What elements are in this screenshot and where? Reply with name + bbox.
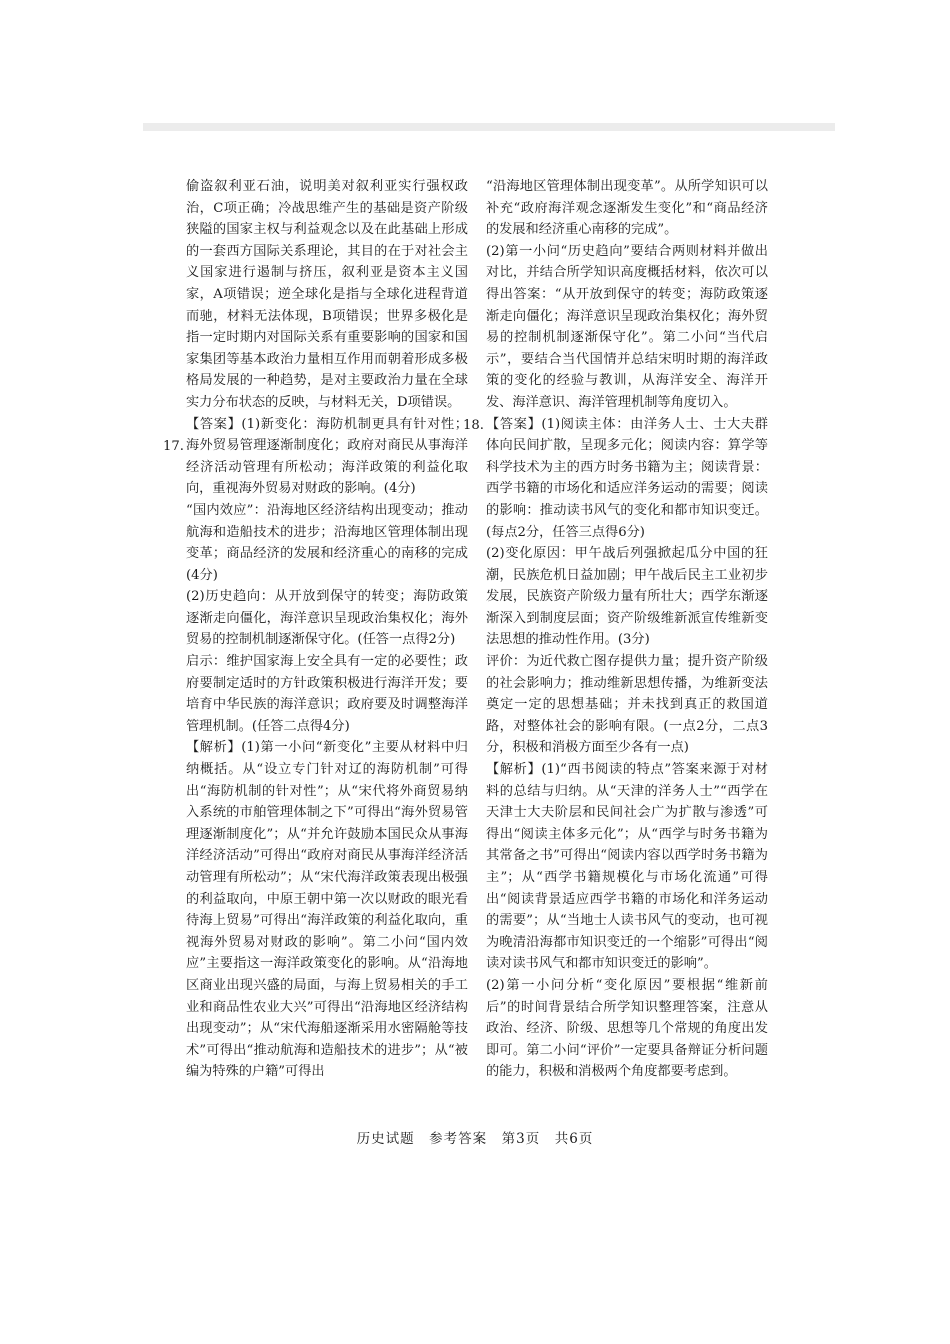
right-column (486, 176, 768, 1083)
page-footer: 历史试题 参考答案 第3页 共6页 (356, 1131, 594, 1147)
q18-answer-part1: 【答案】(1)阅读主体：由洋务人士、士大夫群体向民间扩散，呈现多元化；阅读内容：算学等科学技术为主的西方时务书籍为主；阅读背景：西学书籍的市场化和适应洋务运动的需要；阅读的影响：推动读书风气的变化和都市知识变迁。(每点2分，任答三点得6分) (486, 416, 768, 540)
q18-answer-reasons: (2)变化原因：甲午战后列强掀起瓜分中国的狂潮，民族危机日益加剧；甲午战后民主工业初步发展，民族资产阶级力量有所壮大；西学东渐逐渐深入到制度层面；资产阶级维新派宣传维新变法思想的推动性作用。(3分) (486, 546, 768, 648)
q18-analysis-part1: 【解析】(1)“西书阅读的特点”答案来源于对材料的总结与归纳。从“天津的洋务人士”“西学在天津士大夫阶层和民间社会广为扩散与渗透”可得出“阅读主体多元化”；从“西学与时务书籍为其常备之书”可得出“阅读内容以西学时务书籍为主”；从“西学书籍规模化与市场化流通”可得出“阅读背景适应西学书籍的市场化和洋务运动的需要”；从“当地士人读书风气的变动，也可视为晚清沿海都市知识变迁的一个缩影”可得出“阅读对读书风气和都市知识变迁的影响”。 (486, 762, 768, 972)
q17-analysis-part2: (2)第一小问“历史趋向”要结合两则材料并做出对比，并结合所学知识高度概括材料，依次可以得出答案：“从开放到保守的转变；海防政策逐渐走向僵化；海洋意识呈现政治集权化；海外贸易的控制机制逐渐保守化”。第二小问“当代启示”，要结合当代国情并总结宋明时期的海洋政策的变化的经验与教训，从海洋安全、海洋开发、海洋意识、海洋管理机制等角度切入。 (486, 243, 768, 410)
q17-answer-enlightenment: 启示：维护国家海上安全具有一定的必要性；政府要制定适时的方针政策积极进行海洋开发；要培育中华民族的海洋意识；政府要及时调整海洋管理机制。(任答二点得4分) (186, 654, 468, 734)
q18-analysis-part2: (2)第一小问分析“变化原因”要根据“维新前后”的时间背景结合所学知识整理答案，注意从政治、经济、阶级、思想等几个常规的角度出发即可。第二小问“评价”一定要具备辩证分析问题的能力，积极和消极两个角度都要考虑到。 (486, 977, 768, 1080)
continued-analysis-16: 偷盗叙利亚石油，说明美对叙利亚实行强权政治，C项正确；冷战思维产生的基础是资产阶级狭隘的国家主权与利益观念以及在此基础上形成的一套西方国际关系理论，其目的在于对社会主义国家进行遏制与挤压，叙利亚是资本主义国家，A项错误；逆全球化是指与全球化进程背道而驰，材料无法体现，B项错误；世界多极化是指一定时期内对国际关系有重要影响的国家和国家集团等基本政治力量相互作用而朝着形成多极格局发展的一种趋势，是对主要政治力量在全球实力分布状态的反映，与材料无关，D项错误。 (186, 179, 468, 410)
q18-answer-evaluation: 评价：为近代救亡图存提供力量；提升资产阶级的社会影响力；推动维新思想传播，为维新变法奠定一定的思想基础；并未找到真正的救国道路，对整体社会的影响有限。(一点2分，二点3分，积极和消极方面至少各有一点) (486, 654, 768, 756)
top-rule (143, 123, 835, 131)
q17-analysis-continued: “沿海地区管理体制出现变革”。从所学知识可以补充“政府海洋观念逐渐发生变化”和“商品经济的发展和经济重心南移的完成”。 (486, 179, 768, 238)
q17-analysis: 【解析】(1)第一小问“新变化”主要从材料中归纳概括。从“设立专门针对辽的海防机制”可得出“海防机制的针对性”；从“宋代将外商贸易纳入系统的市舶管理体制之下”可得出“海外贸易管理逐渐制度化”；从“并允许鼓励本国民众从事海洋经济活动”可得出“政府对商民从事海洋经济活动管理有所松动”；从“宋代海洋政策表现出极强的利益取向，中原王朝中第一次以财政的眼光看待海上贸易”可得出“海洋政策的利益化取向，重视海外贸易对财政的影响”。第二小问“国内效应”主要指这一海洋政策变化的影响。从“沿海地区商业出现兴盛的局面，与海上贸易相关的手工业和商品性农业大兴”可得出“沿海地区经济结构出现变动”；从“宋代海船逐渐采用水密隔舱等技术”可得出“推动航海和造船技术的进步”；从“被编为特殊的户籍”可得出 (186, 740, 468, 1080)
q17-answer-domestic-effects: “国内效应”：沿海地区经济结构出现变动；推动航海和造船技术的进步；沿海地区管理体制出现变革；商品经济的发展和经济重心的南移的完成(4分) (186, 502, 468, 583)
question-number-17: 17. (163, 439, 184, 454)
left-column (186, 176, 468, 1083)
question-number-18: 18. (463, 418, 484, 433)
q17-answer-historical-trend: (2)历史趋向：从开放到保守的转变；海防政策逐渐走向僵化，海洋意识呈现政治集权化；海外贸易的控制机制逐渐保守化。(任答一点得2分) (186, 589, 468, 648)
q17-answer-new-changes: 【答案】(1)新变化：海防机制更具有针对性；海外贸易管理逐渐制度化；政府对商民从事海洋经济活动管理有所松动；海洋政策的利益化取向，重视海外贸易对财政的影响。(4分) (186, 416, 468, 497)
